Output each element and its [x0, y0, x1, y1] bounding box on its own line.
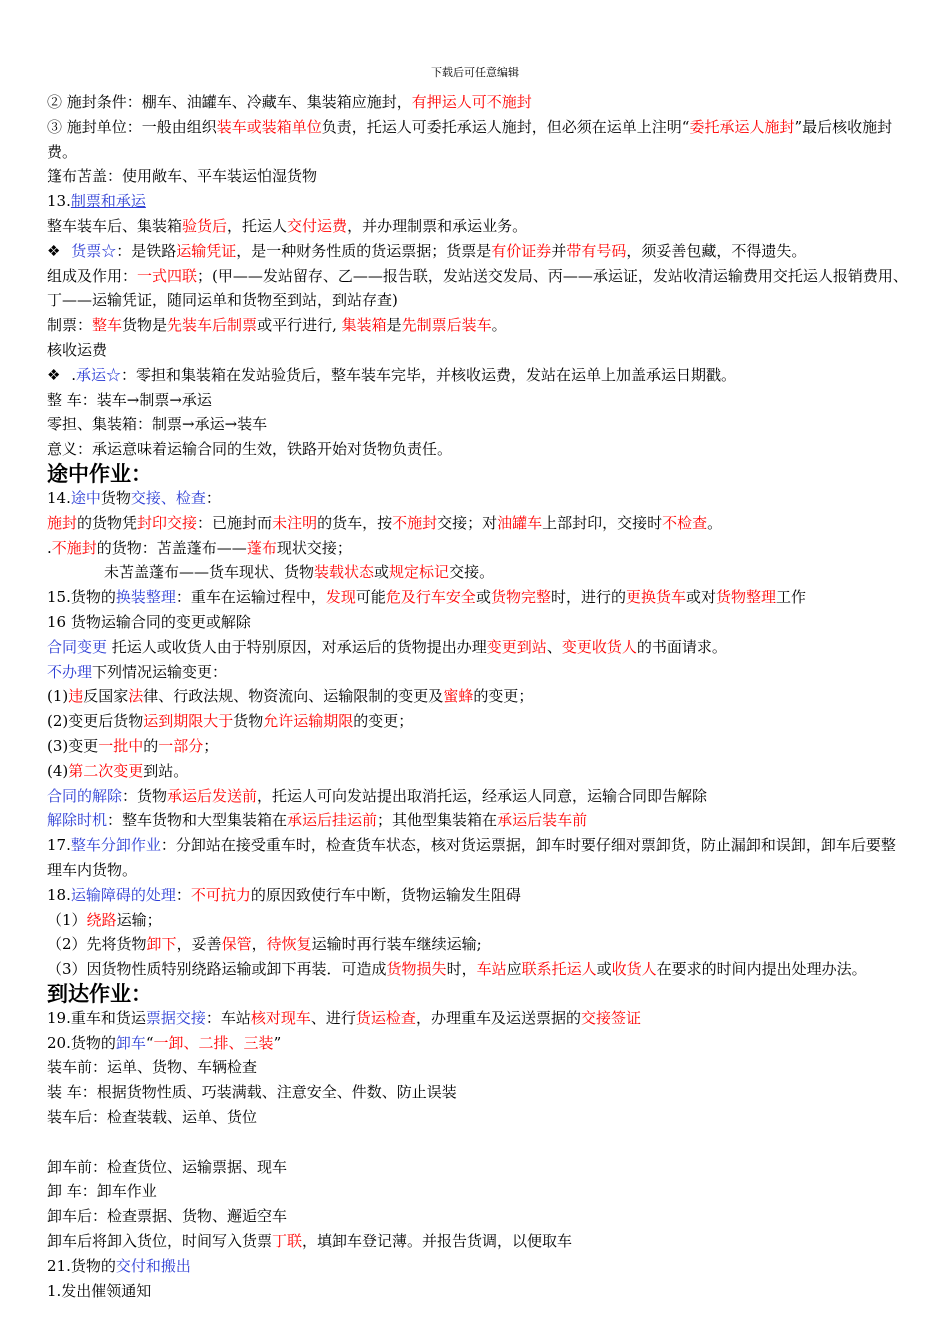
text-run: 1.发出催领通知: [47, 1281, 152, 1300]
section-heading: [47, 462, 909, 486]
text-run: 未苫盖蓬布——货车现状、货物: [104, 563, 315, 582]
text-run: 并: [551, 241, 567, 260]
text-run: 的书面请求。: [636, 637, 727, 656]
highlight-red: 一卸、二排、三装: [153, 1033, 274, 1052]
highlight-red: 变更收货人: [561, 637, 637, 656]
text-run: 20.货物的: [47, 1033, 116, 1052]
blank-line: [47, 1130, 909, 1155]
text-run: 负责，托运人可委托承运人施封，但必须在运单上注明“: [321, 117, 690, 136]
text-run: 工作: [776, 588, 807, 607]
text-line: [47, 709, 909, 734]
text-line: [47, 784, 909, 809]
text-line: [47, 189, 909, 214]
text-run: ；(甲——发站留存、乙——报告联，发站送交发局、丙——承运证，发站收清运输费用交托运人报销费用、丁——运输凭证，随同运单和货物至到站，到站存查): [47, 266, 908, 310]
text-run: 装车后：检查装载、运单、货位: [47, 1108, 258, 1127]
highlight-red: 允许运输期限: [263, 712, 354, 731]
highlight-red: 不施封: [51, 538, 97, 557]
highlight-red: 验货后: [182, 216, 228, 235]
text-run: 的货物：苫盖蓬布——: [96, 538, 247, 557]
text-run: ，: [251, 935, 267, 954]
text-line: [47, 1179, 909, 1204]
text-run: 货物: [100, 488, 131, 507]
highlight-red: 集装箱: [341, 316, 387, 335]
text-run: ③ 施封单位：一般由组织: [47, 117, 217, 136]
text-run: 或: [374, 563, 390, 582]
text-run: 货物: [233, 712, 264, 731]
text-line: [47, 635, 909, 660]
diamond-bullet-icon: ❖: [47, 241, 61, 260]
document-body: [47, 90, 909, 1303]
text-run: 整 车：装车→制票→承运: [47, 390, 212, 409]
text-run: 或对: [686, 588, 717, 607]
text-line: [47, 1155, 909, 1180]
highlight-blue: 制票和承运: [70, 192, 146, 211]
highlight-red: 收货人: [611, 960, 657, 979]
text-run: 到达作业：: [47, 981, 152, 1006]
highlight-red: 货物完整: [490, 588, 551, 607]
highlight-blue: 不办理: [47, 662, 93, 681]
text-line: [47, 388, 909, 413]
text-run: 可能: [355, 588, 386, 607]
text-line: [47, 536, 909, 561]
highlight-red: 保管: [221, 935, 252, 954]
highlight-red: 交付运费: [287, 216, 348, 235]
text-line: [47, 1006, 909, 1031]
text-run: 反国家: [83, 687, 129, 706]
text-line: [47, 932, 909, 957]
highlight-red: 绕路: [86, 910, 117, 929]
text-line: [47, 585, 909, 610]
text-run: ；其他型集装箱在: [377, 811, 498, 830]
highlight-red: 危及行车安全: [385, 588, 476, 607]
text-run: ，填卸车登记薄。并报告货调，以便取车: [302, 1232, 573, 1251]
text-run: 时，: [446, 960, 477, 979]
text-line: [47, 90, 909, 115]
text-run: ，并办理制票和承运业务。: [347, 216, 528, 235]
text-run: ，须妥善包藏，不得遗失。: [626, 241, 807, 260]
text-line: [47, 759, 909, 784]
text-run: (2)变更后货物: [47, 712, 144, 731]
text-run: ② 施封条件：棚车、油罐车、冷藏车、集装箱应施封，: [47, 93, 412, 111]
highlight-blue: 合同的解除: [47, 786, 123, 805]
highlight-red: 先装车后制票: [167, 316, 258, 335]
text-run: ：分卸站在接受重车时，检查货车状态，核对货运票据，卸车时要仔细对票卸货，防止漏卸和误卸，卸车后要整理车内货物。: [47, 836, 896, 879]
highlight-red: 规定标记: [389, 563, 450, 582]
text-run: ”最后核收施封费。: [47, 117, 893, 161]
text-run: 14.: [47, 488, 71, 507]
text-run: 途中作业：: [47, 461, 152, 486]
text-run: 18.: [47, 885, 71, 904]
text-run: .: [66, 365, 76, 384]
highlight-red: 承运后挂运前: [287, 811, 378, 830]
text-run: 的变更；: [353, 712, 414, 731]
highlight-red: 发现: [325, 588, 356, 607]
highlight-red: 货物整理: [716, 588, 777, 607]
text-run: 15.货物的: [47, 588, 116, 607]
text-line: [47, 511, 909, 536]
highlight-red: 运输凭证: [176, 241, 237, 260]
text-line: [47, 1279, 909, 1304]
text-run: 装车前：运单、货物、车辆检查: [47, 1058, 258, 1077]
text-run: 、进行: [310, 1008, 356, 1027]
text-run: ，托运人可向发站提出取消托运，经承运人同意，运输合同即告解除: [257, 786, 708, 805]
text-line: [47, 239, 909, 264]
text-run: 卸车后将卸入货位，时间写入货票: [47, 1232, 273, 1251]
text-line: [47, 660, 909, 685]
diamond-bullet-icon: ❖: [47, 365, 61, 384]
highlight-blue: 合同变更: [47, 637, 108, 656]
highlight-red: 先制票后装车: [401, 316, 492, 335]
text-run: 的: [143, 736, 159, 755]
text-run: 交接；对: [437, 513, 498, 532]
text-run: 。: [491, 316, 507, 335]
text-run: ：是铁路: [116, 241, 177, 260]
text-run: 16 货物运输合同的变更或解除: [47, 612, 251, 631]
text-line: [47, 684, 909, 709]
text-line: [47, 1204, 909, 1229]
text-run: 17.: [47, 836, 71, 855]
text-run: 运输；: [116, 910, 162, 929]
text-run: 交接。: [449, 563, 495, 582]
text-run: 制票：: [47, 316, 93, 335]
text-line: [47, 883, 909, 908]
highlight-red: 更换货车: [625, 588, 686, 607]
text-run: （3）因货物性质特别绕路运输或卸下再装．可造成: [47, 960, 387, 979]
text-run: ：重车在运输过程中，: [175, 588, 326, 607]
text-run: ”: [273, 1033, 282, 1052]
text-run: ，托运人: [227, 216, 288, 235]
text-run: 或平行进行,: [257, 316, 342, 335]
text-run: 现状交接；: [276, 538, 352, 557]
text-run: 整车装车后、集装箱: [47, 216, 183, 235]
text-line: [47, 338, 909, 363]
highlight-blue: 票据交接: [145, 1008, 206, 1027]
text-run: .: [47, 538, 52, 557]
text-line: [47, 1105, 909, 1130]
text-run: 下列情况运输变更：: [92, 662, 228, 681]
text-run: ：已施封而: [197, 513, 273, 532]
text-run: 运输时再行装车继续运输;: [311, 935, 482, 954]
text-line: [47, 734, 909, 759]
text-line: [47, 1254, 909, 1279]
highlight-blue: 交付和搬出: [115, 1256, 191, 1275]
highlight-red: 不检查: [662, 513, 708, 532]
text-run: 或: [475, 588, 491, 607]
text-run: ：: [175, 885, 191, 904]
text-run: 。: [707, 513, 723, 532]
highlight-red: 承运后发送前: [167, 786, 258, 805]
highlight-red: 一式四联: [137, 266, 198, 285]
highlight-red: 核对现车: [250, 1008, 311, 1027]
highlight-red: 货运检查: [355, 1008, 416, 1027]
text-run: ：: [205, 488, 221, 507]
text-run: 19.重车和货运: [47, 1008, 146, 1027]
text-run: 的变更；: [473, 687, 534, 706]
highlight-blue: 运输障碍的处理: [70, 885, 176, 904]
text-run: ：整车货物和大型集装箱在: [107, 811, 288, 830]
highlight-red: 承运后装车前: [497, 811, 588, 830]
text-line: [47, 610, 909, 635]
highlight-red: 装载状态: [314, 563, 375, 582]
highlight-blue: 整车分卸作业: [70, 836, 161, 855]
page-header: 下载后可任意编辑: [431, 66, 519, 79]
highlight-red: 卸下: [146, 935, 177, 954]
highlight-red: 有价证券: [491, 241, 552, 260]
text-run: 货物是: [122, 316, 168, 335]
text-line: [47, 437, 909, 462]
highlight-blue: 承运☆: [76, 365, 122, 384]
highlight-blue: 途中: [70, 488, 101, 507]
text-line: [47, 313, 909, 338]
text-run: 或: [596, 960, 612, 979]
text-run: （1）: [47, 910, 87, 929]
text-run: ：车站: [205, 1008, 251, 1027]
highlight-red: 施封: [47, 513, 78, 532]
text-run: (4): [47, 761, 69, 780]
highlight-red: 不可抗力: [190, 885, 251, 904]
text-run: 意义：承运意味着运输合同的生效，铁路开始对货物负责任。: [47, 440, 453, 459]
highlight-red: 待恢复: [266, 935, 312, 954]
highlight-red: 丁联: [272, 1232, 303, 1251]
text-line: [47, 1055, 909, 1080]
highlight-red: 有押运人可不施封: [411, 93, 532, 111]
highlight-red: 装车或装箱单位: [216, 117, 322, 136]
highlight-red: 整车: [92, 316, 123, 335]
highlight-red: 蜜蜂: [443, 687, 474, 706]
highlight-red: 车站: [476, 960, 507, 979]
text-run: 装 车：根据货物性质、巧装满载、注意安全、件数、防止误装: [47, 1083, 457, 1102]
text-run: “: [145, 1033, 154, 1052]
text-run: 时，进行的: [550, 588, 626, 607]
highlight-blue: 换装整理: [115, 588, 176, 607]
text-line: [47, 1229, 909, 1254]
text-run: 是: [386, 316, 402, 335]
highlight-red: 不施封: [392, 513, 438, 532]
highlight-red: 蓬布: [246, 538, 277, 557]
text-run: 在要求的时间内提出处理办法。: [656, 960, 867, 979]
text-run: 的货物凭: [77, 513, 138, 532]
text-line: [47, 1080, 909, 1105]
highlight-blue: 交接、检查: [130, 488, 206, 507]
text-line: [47, 833, 909, 883]
section-heading: [47, 982, 909, 1006]
highlight-red: 联系托运人: [521, 960, 597, 979]
highlight-red: 变更到站: [486, 637, 547, 656]
text-run: ；: [203, 736, 219, 755]
text-run: ，是一种财务性质的货运票据；货票是: [236, 241, 492, 260]
highlight-red: 第二次变更: [68, 761, 144, 780]
text-line: [47, 115, 909, 165]
text-line: [47, 808, 909, 833]
text-run: (3)变更: [47, 736, 99, 755]
highlight-red: 委托承运人施封: [689, 117, 795, 136]
text-line: [47, 363, 909, 388]
text-run: (1): [47, 687, 69, 706]
highlight-red: 货物损失: [386, 960, 447, 979]
text-run: ，办理重车及运送票据的: [415, 1008, 581, 1027]
highlight-red: 交接签证: [580, 1008, 641, 1027]
highlight-red: 油罐车: [497, 513, 543, 532]
text-line: [47, 486, 909, 511]
text-run: 零担、集装箱：制票→承运→装车: [47, 415, 268, 434]
highlight-blue: 卸车: [115, 1033, 146, 1052]
text-run: 卸 车：卸车作业: [47, 1182, 157, 1201]
text-line: [47, 214, 909, 239]
text-line: [47, 264, 909, 314]
text-run: 组成及作用：: [47, 266, 138, 285]
text-run: 卸车前：检查货位、运输票据、现车: [47, 1157, 288, 1176]
text-line: [47, 560, 909, 585]
text-run: 、: [546, 637, 562, 656]
text-line: [47, 957, 909, 982]
text-run: ：零担和集装箱在发站验货后，整车装车完毕，并核收运费，发站在运单上加盖承运日期戳。: [121, 365, 737, 384]
text-line: [47, 908, 909, 933]
text-run: 到站。: [143, 761, 189, 780]
text-run: 托运人或收货人由于特别原因，对承运后的货物提出办理: [107, 637, 487, 656]
highlight-red: 未注明: [272, 513, 318, 532]
highlight-red: 封印交接: [137, 513, 198, 532]
highlight-blue: 解除时机: [47, 811, 108, 830]
highlight-blue: 货票☆: [71, 241, 117, 260]
highlight-red: 一批中: [98, 736, 144, 755]
text-run: 篷布苫盖：使用敞车、平车装运怕湿货物: [47, 167, 318, 186]
text-run: 卸车后：检查票据、货物、邂逅空车: [47, 1207, 288, 1226]
text-run: 13.: [47, 192, 71, 211]
text-run: 核收运费: [47, 340, 108, 359]
highlight-red: 运到期限大于: [143, 712, 234, 731]
text-run: 应: [506, 960, 522, 979]
highlight-red: 带有号码: [566, 241, 627, 260]
text-run: 的原因致使行车中断，货物运输发生阻碍: [250, 885, 521, 904]
text-run: 律、行政法规、物资流向、运输限制的变更及: [143, 687, 444, 706]
text-run: 21.货物的: [47, 1256, 116, 1275]
text-line: [47, 164, 909, 189]
text-run: 上部封印，交接时: [542, 513, 663, 532]
text-line: [47, 412, 909, 437]
text-run: ，妥善: [176, 935, 222, 954]
highlight-red: 法: [128, 687, 144, 706]
highlight-red: 一部分: [158, 736, 204, 755]
text-run: （2）先将货物: [47, 935, 147, 954]
text-run: ：货物: [122, 786, 168, 805]
text-line: [47, 1031, 909, 1056]
highlight-red: 违: [68, 687, 84, 706]
text-run: 的货车，按: [317, 513, 393, 532]
